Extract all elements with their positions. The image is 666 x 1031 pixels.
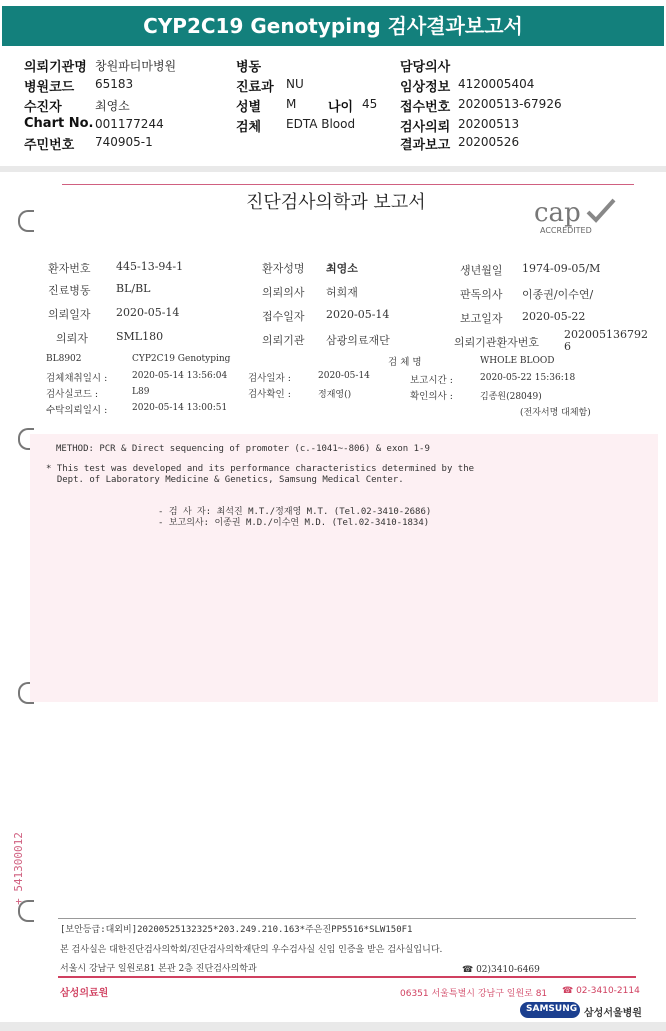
value-result-report: 20200526 [458,135,520,149]
header-info-panel [2,48,664,167]
label-age: 나이 [328,100,354,115]
label-request-date: 의뢰일자 [48,308,91,321]
footer-phone: ☎ 02-3410-2114 [562,986,640,996]
value-patient-name: 최영소 [326,262,358,275]
label-test-request: 검사의뢰 [400,120,451,135]
label-report-time: 보고시간 : [410,375,453,386]
value-inst-patient-no-line1: 202005136792 [564,328,648,341]
label-req-institution: 의뢰기관 [262,334,305,347]
value-request-date: 2020-05-14 [116,306,180,319]
footer-divider [58,918,636,919]
esign-note: (전자서명 대체함) [520,408,591,418]
label-specimen: 검체 [236,120,262,135]
value-specimen-name: WHOLE BLOOD [480,356,555,366]
value-patient-no: 445-13-94-1 [116,260,184,273]
value-check: 정재영() [318,390,352,400]
value-hospital-code: 65183 [95,77,134,91]
label-inst-patient-no: 의뢰기관환자번호 [454,336,540,349]
top-red-line [62,184,634,185]
label-patient-name: 환자성명 [262,262,305,275]
value-collect-time: 2020-05-14 13:56:04 [132,371,228,381]
label-confirm: 확인의사 : [410,391,453,402]
label-ward: 병동 [236,60,262,75]
cap-sub-text: ACCREDITED [540,226,592,235]
label-clinic: 진료병동 [48,284,91,297]
test-code: BL8902 [46,354,82,364]
certification-line: 본 검사실은 대한진단검사의학회/진단검사의학재단의 우수검사실 신임 인증을 받은 검사실입니다. [60,945,443,955]
footer-address: 06351 서울특별시 강남구 일원로 81 [400,989,548,999]
value-specimen: EDTA Blood [286,117,356,131]
value-resident-no: 740905-1 [95,135,153,149]
samsung-logo-text: SAMSUNG [526,1004,578,1014]
method-text: METHOD: PCR & Direct sequencing of promoter (c.-1041~-806) & exon 1-9 [56,444,430,454]
value-department: NU [286,77,304,91]
value-dob: 1974-09-05/M [522,262,601,275]
value-consign-time: 2020-05-14 13:00:51 [132,403,228,413]
value-requester: SML180 [116,330,164,343]
samsung-logo [520,1002,580,1018]
value-clinical-info: 4120005404 [458,77,535,91]
phone-line: ☎ 02)3410-6469 [462,965,540,975]
side-serial-number: + 541300012 [11,832,25,905]
scanned-report [0,172,666,1022]
note-line-1: * This test was developed and its performance characteristics determined by the [46,464,475,474]
label-hospital-code: 병원코드 [24,80,75,95]
footer-red-line [58,976,636,978]
binder-hole-icon [18,210,34,232]
cap-accredited-logo [534,198,620,238]
value-receipt-date: 2020-05-14 [326,308,390,321]
value-age: 45 [362,97,378,111]
label-chart-no: Chart No. [24,116,94,131]
label-doctor: 담당의사 [400,60,451,75]
label-resident-no: 주민번호 [24,138,75,153]
label-consign-time: 수탁의뢰일시 : [46,405,108,416]
label-report-date: 보고일자 [460,312,503,325]
value-test-request: 20200513 [458,117,520,131]
hospital-brand: 삼성서울병원 [584,1008,642,1019]
label-specimen-name: 검 체 명 [388,357,422,368]
value-confirm: 김종원(28049) [480,392,542,402]
label-test-date: 검사일자 : [248,373,291,384]
label-requesting-institution: 의뢰기관명 [24,60,87,75]
value-sex: M [286,97,297,111]
value-report-date: 2020-05-22 [522,310,586,323]
footer-institution: 삼성의료원 [60,988,109,999]
scan-report-title: 진단검사의학과 보고서 [246,192,426,213]
label-patient: 수진자 [24,100,62,115]
label-collect-time: 검체채취일시 : [46,373,108,384]
note-line-2: Dept. of Laboratory Medicine & Genetics, Samsung Medical Center. [46,475,404,485]
label-lab-code: 검사실코드 : [46,389,99,400]
label-patient-no: 환자번호 [48,262,91,275]
label-clinical-info: 임상정보 [400,80,451,95]
value-inst-patient-no-line2: 6 [564,340,571,353]
value-lab-code: L89 [132,387,150,397]
value-test-date: 2020-05-14 [318,371,370,381]
report-title: CYP2C19 Genotyping 검사결과보고서 [143,14,523,38]
cap-check-icon [586,198,616,224]
label-reading-doctor: 판독의사 [460,288,503,301]
report-title-bar [2,6,664,46]
label-department: 진료과 [236,80,274,95]
test-name: CYP2C19 Genotyping [132,354,231,364]
label-check: 검사확인 : [248,389,291,400]
value-report-time: 2020-05-22 15:36:18 [480,373,576,383]
staff-line-1: - 검 사 자: 최석진 M.T./정재영 M.T. (Tel.02-3410-2686) [158,507,432,517]
label-receipt-no: 접수번호 [400,100,451,115]
label-req-doctor: 의뢰의사 [262,286,305,299]
security-line: [보안등급:대외비]20200525132325*203.249.210.163*주은진PP5516*SLW150F1 [60,925,413,935]
value-reading-doctor: 이종권/이수연/ [522,288,594,301]
staff-line-2: - 보고의사: 이종권 M.D./이수연 M.D. (Tel.02-3410-1834) [158,518,430,528]
label-sex: 성별 [236,100,262,115]
value-patient: 최영소 [95,99,130,113]
value-clinic: BL/BL [116,282,151,295]
address-line: 서울시 강남구 일원로81 본관 2층 진단검사의학과 [60,964,257,974]
label-result-report: 결과보고 [400,138,451,153]
value-req-doctor: 허희재 [326,286,358,299]
value-req-institution: 삼광의료재단 [326,334,390,347]
label-receipt-date: 접수일자 [262,310,305,323]
label-dob: 생년월일 [460,264,503,277]
cap-logo-text: cap [534,198,581,228]
value-chart-no: 001177244 [95,117,164,131]
value-receipt-no: 20200513-67926 [458,97,562,111]
label-requester: 의뢰자 [56,332,88,345]
value-requesting-institution: 창원파티마병원 [95,59,177,73]
bottom-scroll-area [0,1022,666,1031]
